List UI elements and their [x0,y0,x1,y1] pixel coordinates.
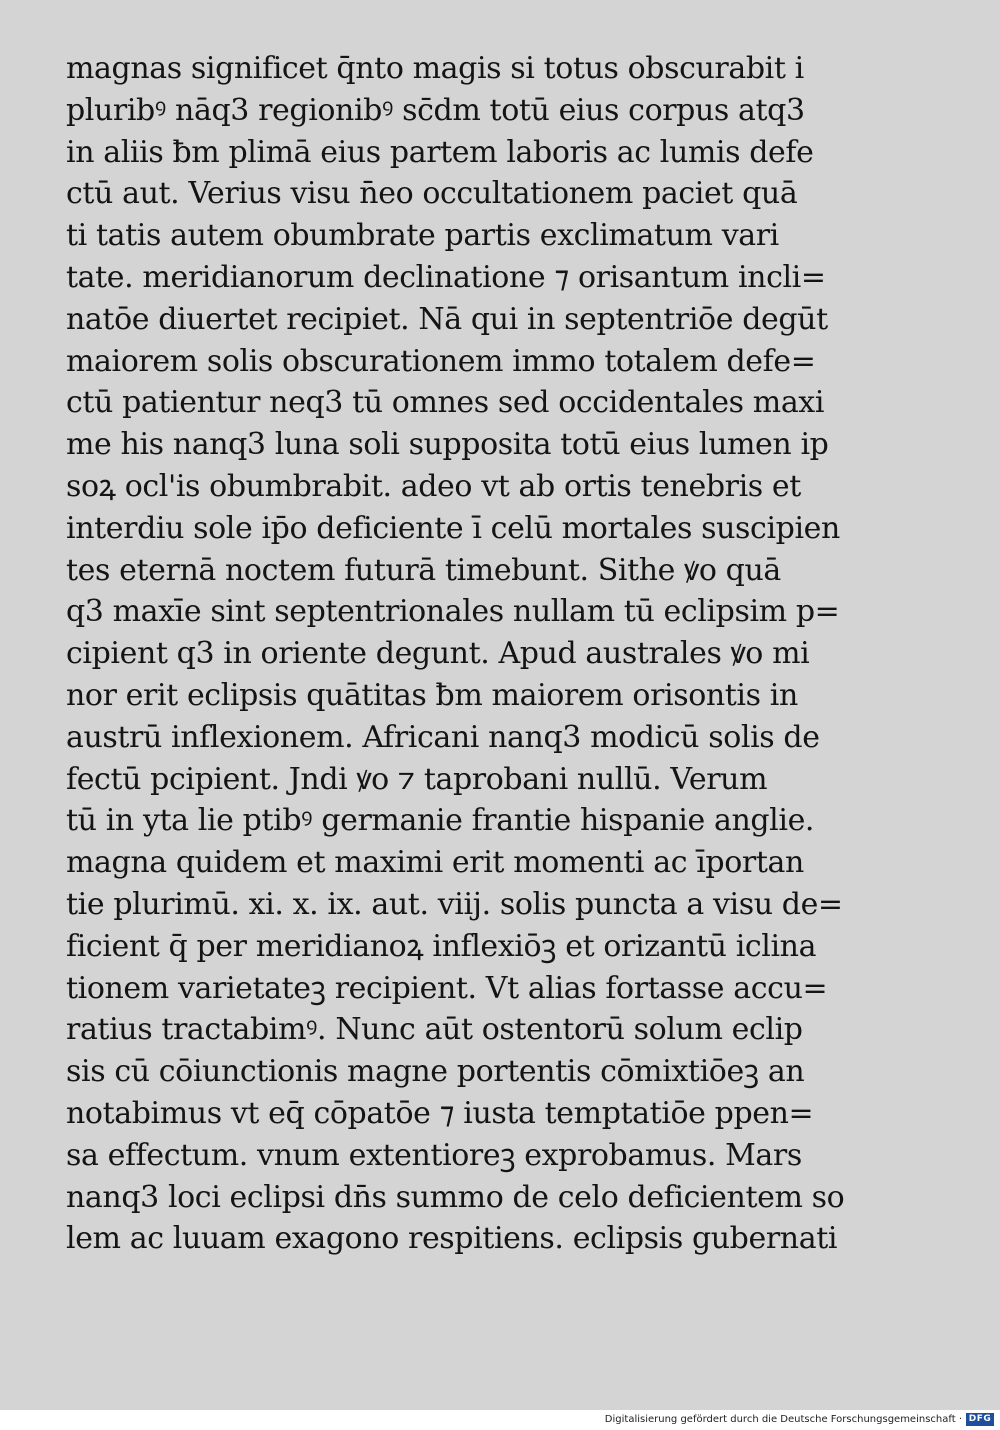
text-line: tie plurimū. xi. x. ix. aut. viij. solis puncta a visu de= [66,886,843,922]
text-line: tū in yta lie ptibꝰ germanie frantie hispanie anglie. [66,803,815,839]
text-line: in aliis ƀm plimā eius partem laboris ac lumis defe [66,134,814,170]
text-line: tes eternā noctem futurā timebunt. Sithe ꝟo quā [66,552,781,588]
funding-credit: Digitalisierung gefördert durch die Deutsche Forschungsgemeinschaft · [604,1414,962,1425]
text-line: pluribꝰ nāq3 regionibꝰ sc̄dm totū eius corpus atq3 [66,92,805,128]
text-line: me his nanq3 luna soli supposita totū eius lumen ip [66,427,829,463]
text-line: tate. meridianorum declinatione ⁊ orisantum incli= [66,259,826,295]
text-line: magna quidem et maximi erit momenti ac īportan [66,845,804,881]
text-line: soꝝ ocl'is obumbrabit. adeo vt ab ortis tenebris et [66,468,801,504]
text-line: magnas significet q̄nto magis si totus obscurabit i [66,51,804,86]
text-line: maiorem solis obscurationem immo totalem defe= [66,343,816,379]
text-line: tionem varietateꝫ recipient. Vt alias fortasse accu= [66,970,828,1006]
text-line: q3 maxīe sint septentrionales nullam tū eclipsim p= [66,594,840,630]
text-line: sa effectum. vnum extentioreꝫ exprobamus. Mars [66,1137,802,1173]
text-line: ctū aut. Verius visu n̄eo occultationem paciet quā [66,176,798,212]
text-line: lem ac luuam exagono respitiens. eclipsis gubernati [66,1221,838,1257]
text-block [66,48,906,1260]
text-line: fectū pcipient. Jndi ꝟo ⁊ taprobani nullū. Verum [66,761,768,797]
text-line: notabimus vt eq̄ cōpatōe ⁊ iusta temptatiōe ppen= [66,1095,814,1131]
text-line: austrū inflexionem. Africani nanq3 modicū solis de [66,719,820,755]
text-line: interdiu sole ip̄o deficiente ī celū mortales suscipien [66,510,840,546]
text-line: natōe diuertet recipiet. Nā qui in septentriōe degūt [66,301,828,337]
text-line: nanq3 loci eclipsi dn̄s summo de celo deficientem so [66,1179,845,1215]
footer-bar [0,1410,1000,1430]
text-line: ctū patientur neq3 tū omnes sed occidentales maxi [66,385,825,421]
text-line: sis cū cōiunctionis magne portentis cōmixtiōeꝫ an [66,1054,805,1090]
text-line: ficient q̄ per meridianoꝝ inflexiōꝫ et orizantū iclina [66,928,817,964]
text-line: ratius tractabimꝰ. Nunc aūt ostentorū solum eclip [66,1012,803,1048]
dfg-logo: DFG [966,1413,994,1426]
text-line: nor erit eclipsis quātitas ƀm maiorem orisontis in [66,677,798,713]
text-line: cipient q3 in oriente degunt. Apud australes ꝟo mi [66,636,810,672]
text-line: ti tatis autem obumbrate partis exclimatum vari [66,218,779,254]
